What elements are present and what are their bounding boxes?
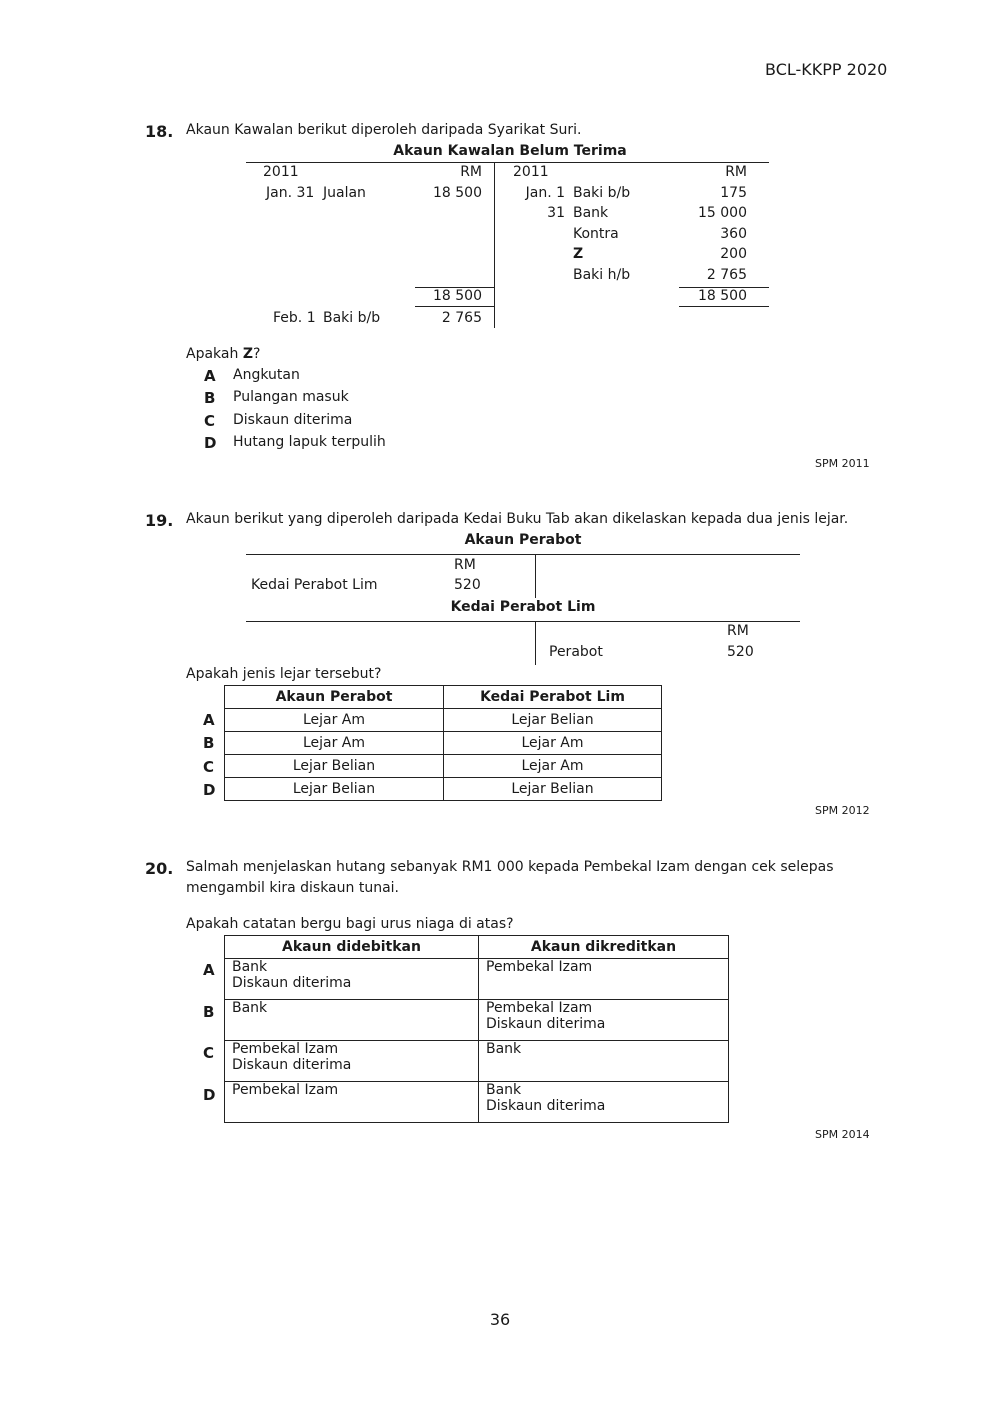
acct2-amount: 520 (727, 644, 754, 660)
q19-number: 19. (145, 511, 174, 530)
credit-row-desc: Baki b/b (573, 185, 631, 201)
credit-year: 2011 (513, 164, 549, 180)
credit-row-desc: Bank (573, 205, 609, 221)
q18-source: SPM 2011 (815, 457, 870, 470)
q18-number: 18. (145, 122, 174, 141)
page-number: 36 (489, 1310, 511, 1329)
table-row[interactable] (225, 959, 729, 1000)
table-cell: Bank (225, 1000, 479, 1041)
credit-row-desc: Baki h/b (573, 267, 631, 283)
credit-row-amount: 175 (720, 185, 747, 201)
table-cell: Lejar Belian (444, 709, 662, 732)
credit-total: 18 500 (698, 288, 747, 304)
credit-row-desc-z: Z (573, 246, 584, 262)
debit-total: 18 500 (433, 288, 482, 304)
table-cell: Bank Diskaun diterima (479, 1082, 729, 1123)
table-row[interactable] (225, 778, 662, 801)
acct2-center-rule (535, 621, 536, 665)
q19-stem: Akaun berikut yang diperoleh daripada Kedai Buku Tab akan dikelaskan kepada dua jenis lejar. (186, 511, 849, 527)
table-cell: Lejar Am (444, 732, 662, 755)
table-cell: Bank (479, 1041, 729, 1082)
option-letter[interactable]: C (203, 1044, 215, 1062)
debit-unit: RM (460, 164, 482, 180)
acct1-top-rule (246, 554, 800, 555)
q20-source: SPM 2014 (815, 1128, 870, 1141)
table-cell: Bank Diskaun diterima (225, 959, 479, 1000)
credit-row-amount: 15 000 (698, 205, 747, 221)
credit-row-amount: 200 (720, 246, 747, 262)
acct1-unit: RM (454, 557, 476, 573)
column-header: Akaun dikreditkan (479, 936, 729, 959)
option-letter[interactable]: C (204, 412, 216, 430)
table-row[interactable] (225, 732, 662, 755)
option-text[interactable]: Angkutan (233, 367, 300, 383)
option-text[interactable]: Pulangan masuk (233, 389, 349, 405)
ledger-top-rule (246, 162, 769, 163)
table-cell: Lejar Belian (225, 755, 444, 778)
acct1-center-rule (535, 554, 536, 598)
option-letter[interactable]: B (203, 1003, 215, 1021)
debit-balance-date: Feb. 1 (273, 310, 316, 326)
debit-balance-desc: Baki b/b (323, 310, 381, 326)
acct2-desc: Perabot (549, 644, 603, 660)
q20-answer-table (224, 935, 729, 1123)
q20-number: 20. (145, 859, 174, 878)
option-letter[interactable]: B (204, 389, 216, 407)
table-cell: Lejar Belian (225, 778, 444, 801)
table-cell: Pembekal Izam Diskaun diterima (479, 1000, 729, 1041)
credit-row-desc: Kontra (573, 226, 619, 242)
option-letter[interactable]: D (204, 434, 217, 452)
column-header: Kedai Perabot Lim (444, 686, 662, 709)
q18-question: Apakah Z? (186, 346, 261, 362)
table-cell: Lejar Am (444, 755, 662, 778)
credit-total-rule-bottom (679, 306, 769, 307)
q18-stem: Akaun Kawalan berikut diperoleh daripada Syarikat Suri. (186, 122, 582, 138)
debit-year: 2011 (263, 164, 299, 180)
column-header: Akaun Perabot (225, 686, 444, 709)
q18-ledger-title: Akaun Kawalan Belum Terima (393, 143, 627, 159)
option-text[interactable]: Diskaun diterima (233, 412, 353, 428)
table-cell: Pembekal Izam (225, 1082, 479, 1123)
option-text[interactable]: Hutang lapuk terpulih (233, 434, 386, 450)
q20-question: Apakah catatan bergu bagi urus niaga di atas? (186, 916, 514, 932)
acct2-unit: RM (727, 623, 749, 639)
acct2-title: Kedai Perabot Lim (450, 599, 596, 615)
table-cell: Lejar Am (225, 709, 444, 732)
credit-row-date: 31 (547, 205, 565, 221)
debit-row-date: Jan. 31 (266, 185, 315, 201)
option-letter[interactable]: A (203, 711, 215, 729)
option-letter[interactable]: D (203, 781, 216, 799)
credit-row-date: Jan. 1 (525, 185, 565, 201)
debit-row-desc: Jualan (323, 185, 366, 201)
ledger-center-rule (494, 162, 495, 328)
column-header: Akaun didebitkan (225, 936, 479, 959)
table-cell: Pembekal Izam (479, 959, 729, 1000)
debit-total-rule-bottom (415, 306, 494, 307)
q19-answer-table (224, 685, 662, 801)
table-row[interactable] (225, 755, 662, 778)
table-cell: Lejar Belian (444, 778, 662, 801)
q19-question: Apakah jenis lejar tersebut? (186, 666, 382, 682)
q20-stem-line2: mengambil kira diskaun tunai. (186, 880, 399, 896)
table-row[interactable] (225, 709, 662, 732)
table-cell: Lejar Am (225, 732, 444, 755)
table-cell: Pembekal Izam Diskaun diterima (225, 1041, 479, 1082)
table-row[interactable] (225, 1041, 729, 1082)
acct1-amount: 520 (454, 577, 481, 593)
table-row[interactable] (225, 1082, 729, 1123)
option-letter[interactable]: D (203, 1086, 216, 1104)
option-letter[interactable]: A (203, 961, 215, 979)
acct2-top-rule (246, 621, 800, 622)
option-letter[interactable]: A (204, 367, 216, 385)
debit-row-amount: 18 500 (433, 185, 482, 201)
option-letter[interactable]: B (203, 734, 215, 752)
credit-row-amount: 2 765 (706, 267, 747, 283)
debit-balance-amount: 2 765 (441, 310, 482, 326)
q20-stem-line1: Salmah menjelaskan hutang sebanyak RM1 000 kepada Pembekal Izam dengan cek selepas (186, 859, 834, 875)
acct1-desc: Kedai Perabot Lim (251, 577, 378, 593)
acct1-title: Akaun Perabot (464, 532, 582, 548)
credit-unit: RM (725, 164, 747, 180)
credit-row-amount: 360 (720, 226, 747, 242)
table-row[interactable] (225, 1000, 729, 1041)
option-letter[interactable]: C (203, 758, 215, 776)
document-code: BCL-KKPP 2020 (765, 60, 888, 79)
q19-source: SPM 2012 (815, 804, 870, 817)
